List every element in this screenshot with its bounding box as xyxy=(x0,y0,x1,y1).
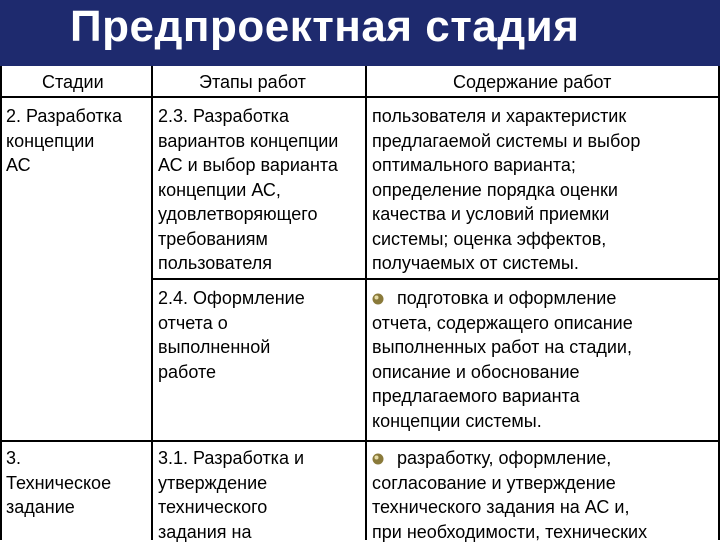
content-line: пользователя и характеристик xyxy=(372,104,640,129)
header-content: Содержание работ xyxy=(453,70,611,95)
step-line: отчета о xyxy=(158,311,305,336)
content-line: согласование и утверждение xyxy=(372,471,647,496)
step-line: АС и выбор варианта xyxy=(158,153,338,178)
step-line: работе xyxy=(158,360,305,385)
content-line: подготовка и оформление xyxy=(397,288,616,308)
step-line: 2.3. Разработка xyxy=(158,104,338,129)
row-divider-1 xyxy=(151,278,720,280)
stage-line: Техническое xyxy=(6,471,111,496)
stage-cell-1 xyxy=(6,104,122,178)
step-cell-2-4 xyxy=(158,286,305,384)
step-cell-3-1 xyxy=(158,446,304,544)
table-border-left xyxy=(0,66,2,540)
step-line: утверждение xyxy=(158,471,304,496)
header-divider xyxy=(0,96,720,98)
stage-line: 2. Разработка xyxy=(6,104,122,129)
content-line: качества и условий приемки xyxy=(372,202,640,227)
bullet-icon xyxy=(372,287,384,299)
content-cell-3-1 xyxy=(372,446,647,544)
stage-line: задание xyxy=(6,495,111,520)
step-line: 2.4. Оформление xyxy=(158,286,305,311)
bullet-icon xyxy=(372,447,384,459)
column-divider-1 xyxy=(151,66,153,540)
content-line: отчета, содержащего описание xyxy=(372,311,633,336)
step-line: концепции АС, xyxy=(158,178,338,203)
stage-line: 3. xyxy=(6,446,111,471)
step-line: удовлетворяющего xyxy=(158,202,338,227)
header-stages: Стадии xyxy=(42,70,104,95)
content-line: при необходимости, технических xyxy=(372,520,647,544)
stage-cell-3 xyxy=(6,446,111,520)
content-line: разработку, оформление, xyxy=(397,448,611,468)
step-cell-2-3 xyxy=(158,104,338,276)
step-line: 3.1. Разработка и xyxy=(158,446,304,471)
step-line: пользователя xyxy=(158,251,338,276)
column-divider-2 xyxy=(365,66,367,540)
content-line: технического задания на АС и, xyxy=(372,495,647,520)
header-steps: Этапы работ xyxy=(199,70,306,95)
step-line: задания на xyxy=(158,520,304,544)
stage-line: АС xyxy=(6,153,122,178)
title-bar xyxy=(0,0,720,66)
content-line: предлагаемого варианта xyxy=(372,384,633,409)
row-divider-2 xyxy=(0,440,720,442)
content-line: выполненных работ на стадии, xyxy=(372,335,633,360)
content-cell-2-3 xyxy=(372,104,640,276)
content-line: определение порядка оценки xyxy=(372,178,640,203)
step-line: вариантов концепции xyxy=(158,129,338,154)
stage-line: концепции xyxy=(6,129,122,154)
content-line: получаемых от системы. xyxy=(372,251,640,276)
step-line: требованиям xyxy=(158,227,338,252)
content-cell-2-4 xyxy=(372,286,633,433)
step-line: технического xyxy=(158,495,304,520)
stages-table xyxy=(0,66,720,540)
slide-title: Предпроектная стадия xyxy=(70,2,579,52)
step-line: выполненной xyxy=(158,335,305,360)
content-line: описание и обоснование xyxy=(372,360,633,385)
content-line: системы; оценка эффектов, xyxy=(372,227,640,252)
content-line: предлагаемой системы и выбор xyxy=(372,129,640,154)
content-line: оптимального варианта; xyxy=(372,153,640,178)
content-line: концепции системы. xyxy=(372,409,633,434)
